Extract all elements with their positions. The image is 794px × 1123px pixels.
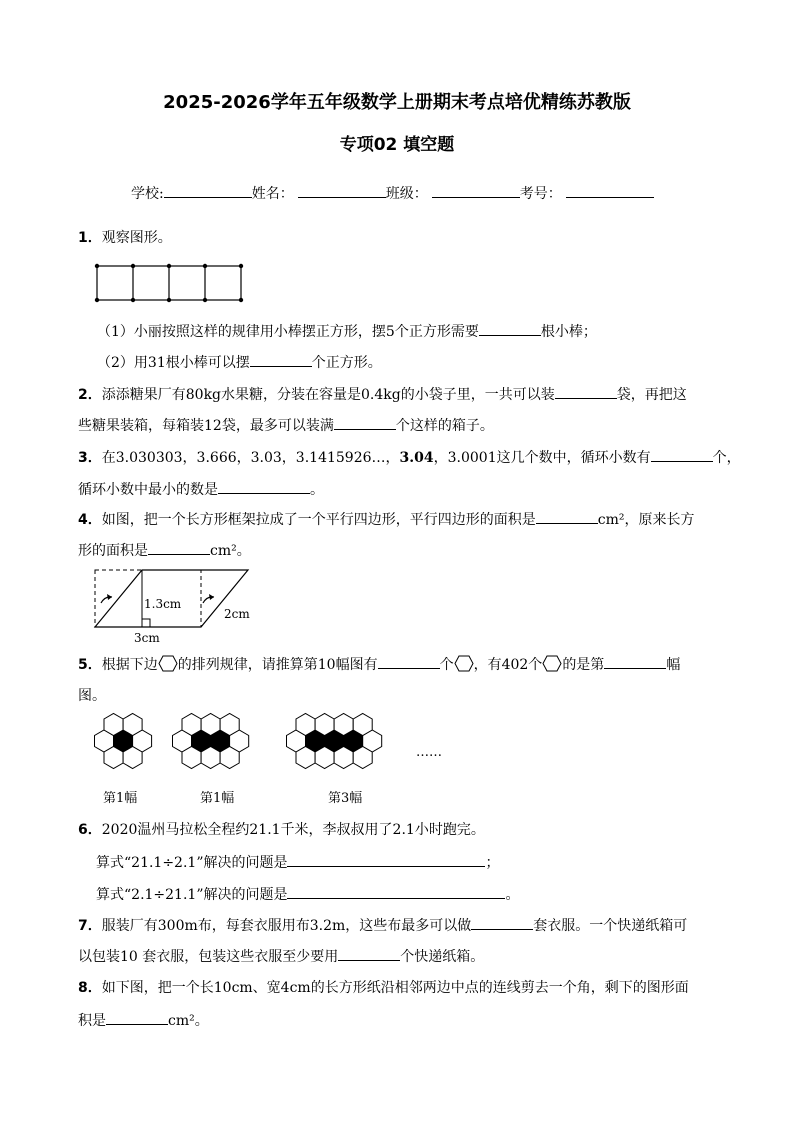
white-hexagon	[296, 747, 315, 769]
white-hexagon	[334, 747, 353, 769]
q3-number: 3．	[78, 450, 102, 466]
class-label: 班级：	[385, 186, 428, 202]
white-hexagon	[123, 714, 142, 736]
q7-line1-pre: 服装厂有300m布，每套衣服用布3.2m，这些布最多可以做	[101, 918, 472, 934]
q4-line2-post: cm²。	[210, 543, 251, 559]
q8-line2-pre: 积是	[78, 1013, 106, 1029]
white-hexagon	[182, 714, 201, 736]
q1-sub2-post: 个正方形。	[311, 355, 382, 371]
q1-sub2-pre: （2）用31根小棒可以摆	[97, 355, 250, 371]
white-hexagon	[182, 747, 201, 769]
q4-right-angle-mark	[142, 619, 150, 627]
q6-line3-pre: 算式“2.1÷21.1”解决的问题是	[96, 887, 288, 903]
q5-hexagons	[95, 714, 382, 769]
q1-sub1-post: 根小棒；	[540, 324, 597, 340]
q3-line1-post: 个，	[712, 450, 741, 466]
q4-line1-post: cm²，原来长方	[597, 512, 695, 528]
q5-text-b: 的排列规律，请推算第10幅图有	[177, 657, 378, 673]
white-hexagon	[353, 747, 372, 769]
q4-number: 4．	[78, 512, 102, 528]
exam-no-blank[interactable]	[566, 183, 654, 198]
q2-line1	[78, 384, 687, 405]
student-info-row	[131, 183, 654, 203]
q4-answer-1[interactable]	[536, 509, 598, 524]
q1-number: 1．	[78, 230, 102, 246]
q2-line2	[78, 415, 494, 436]
q5-caption-3: 第3幅	[328, 791, 363, 806]
q5-text-e: 的是第	[562, 657, 605, 673]
q3-answer-1[interactable]	[651, 447, 713, 462]
q5-answer-2[interactable]	[604, 654, 666, 669]
q5-line1	[78, 654, 680, 675]
q1-squares-figure	[93, 262, 245, 304]
q3-line1-pre: 在3.030303，3.666，3.03，3.1415926…，	[101, 450, 400, 466]
hexagon-icon	[454, 655, 474, 672]
q1-text: 观察图形。	[101, 230, 172, 246]
q1-sub1-pre: （1）小丽按照这样的规律用小棒摆正方形，摆5个正方形需要	[97, 324, 479, 340]
q4-line1	[78, 509, 694, 530]
q5-caption-1: 第1幅	[103, 791, 138, 806]
white-hexagon	[104, 714, 123, 736]
q1-answer-2[interactable]	[250, 352, 312, 367]
q3-line1-mid: ，3.0001这几个数中，循环小数有	[433, 450, 651, 466]
q4-line2	[78, 540, 251, 561]
class-blank[interactable]	[432, 183, 520, 198]
q6-number: 6．	[78, 822, 102, 838]
white-hexagon	[220, 714, 239, 736]
q6-line1	[78, 820, 485, 840]
q1-sub1	[97, 321, 597, 342]
q3-line1	[78, 447, 741, 468]
q1-sub2	[97, 352, 382, 373]
white-hexagon	[353, 714, 372, 736]
q3-line2-pre: 循环小数中最小的数是	[78, 482, 218, 498]
q2-number: 2．	[78, 387, 102, 403]
white-hexagon	[334, 714, 353, 736]
q3-line2	[78, 479, 324, 500]
q6-line2-pre: 算式“21.1÷2.1”解决的问题是	[96, 855, 288, 871]
white-hexagon	[296, 714, 315, 736]
q6-answer-1[interactable]	[287, 852, 485, 867]
q5-number: 5．	[78, 657, 102, 673]
q4-answer-2[interactable]	[148, 540, 210, 555]
q4-line1-pre: 如图，把一个长方形框架拉成了一个平行四边形，平行四边形的面积是	[101, 512, 536, 528]
q7-line1	[78, 915, 687, 936]
q4-side-label: 2cm	[224, 607, 250, 621]
q2-line1-post: 袋，再把这	[616, 387, 687, 403]
q3-line2-post: 。	[310, 482, 324, 498]
q7-line2-pre: 以包装10 套衣服，包装这些衣服至少要用	[78, 949, 339, 965]
q5-text-a: 根据下边	[101, 657, 158, 673]
q8-number: 8．	[78, 980, 102, 996]
q8-line2	[78, 1010, 209, 1031]
hexagon-icon	[158, 655, 178, 672]
q2-answer-1[interactable]	[555, 384, 617, 399]
q8-line1	[78, 978, 689, 998]
q2-line2-post: 个这样的箱子。	[395, 418, 494, 434]
q4-line2-pre: 形的面积是	[78, 543, 148, 559]
white-hexagon	[315, 747, 334, 769]
q5-hexagon-pattern-figure	[90, 712, 460, 808]
q1-stem	[78, 228, 172, 248]
q5-line2: 图。	[78, 688, 106, 704]
q7-number: 7．	[78, 918, 102, 934]
q4-height-label: 1.3cm	[144, 597, 182, 611]
q6-line2-post: ；	[485, 855, 500, 871]
school-blank[interactable]	[164, 183, 252, 198]
q3-bold-number: 3.04	[399, 450, 434, 466]
page-subtitle: 专项02 填空题	[339, 135, 455, 155]
name-blank[interactable]	[298, 183, 386, 198]
q2-line2-pre: 些糖果装箱，每箱装12袋，最多可以装满	[78, 418, 334, 434]
white-hexagon	[104, 747, 123, 769]
q7-line2-post: 个快递纸箱。	[400, 949, 485, 965]
q5-text-d: ，有402个	[473, 657, 543, 673]
q7-answer-2[interactable]	[338, 946, 400, 961]
q8-line2-post: cm²。	[168, 1013, 209, 1029]
q8-line1-text: 如下图，把一个长10cm、宽4cm的长方形纸沿相邻两边中点的连线剪去一个角，剩下的图形面	[101, 980, 689, 996]
q8-answer[interactable]	[106, 1010, 168, 1025]
q5-caption-2: 第1幅	[200, 791, 235, 806]
q5-text-c: 个	[439, 657, 454, 673]
q4-base-label: 3cm	[134, 631, 160, 645]
white-hexagon	[201, 714, 220, 736]
q2-answer-2[interactable]	[334, 415, 396, 430]
q2-line1-pre: 添添糖果厂有80kg水果糖，分装在容量是0.4kg的小袋子里，一共可以装	[101, 387, 555, 403]
q5-answer-1[interactable]	[378, 654, 440, 669]
q7-line1-post: 套衣服。一个快递纸箱可	[533, 918, 688, 934]
q6-stem: 2020温州马拉松全程约21.1千米，李叔叔用了2.1小时跑完。	[101, 822, 485, 838]
q4-parallelogram-figure	[90, 566, 260, 648]
white-hexagon	[201, 747, 220, 769]
hexagon-icon	[542, 655, 562, 672]
q3-answer-2[interactable]	[218, 479, 310, 494]
white-hexagon	[220, 747, 239, 769]
school-label: 学校:	[131, 186, 164, 202]
q5-ellipsis: ……	[416, 745, 442, 760]
q7-answer-1[interactable]	[471, 915, 533, 930]
q6-line3-post: 。	[505, 887, 520, 903]
q6-line3	[96, 884, 519, 905]
name-label: 姓名：	[251, 186, 294, 202]
q1-answer-1[interactable]	[479, 321, 541, 336]
q6-answer-2[interactable]	[287, 884, 505, 899]
white-hexagon	[315, 714, 334, 736]
exam-no-label: 考号：	[519, 186, 562, 202]
white-hexagon	[123, 747, 142, 769]
q5-text-f: 幅	[666, 657, 681, 673]
page-title: 2025-2026学年五年级数学上册期末考点培优精练苏教版	[163, 92, 631, 113]
q7-line2	[78, 946, 484, 967]
q6-line2	[96, 852, 499, 873]
